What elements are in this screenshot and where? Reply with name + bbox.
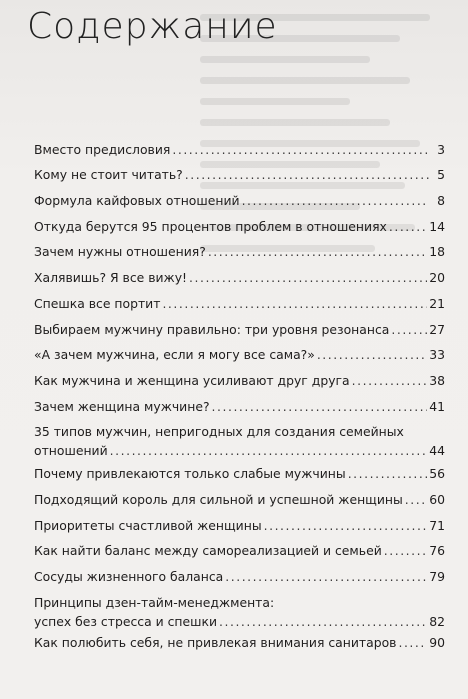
toc-entry-page-number: 18 (429, 244, 445, 259)
toc-entry-row (34, 217, 445, 236)
dot-leader (189, 268, 427, 287)
dot-leader (219, 612, 427, 631)
toc-entry-page-number: 14 (429, 219, 445, 234)
toc-entry (34, 320, 445, 339)
dot-leader (352, 371, 428, 390)
toc-entry (34, 516, 445, 535)
toc-entry-title-line1: Принципы дзен-тайм-менеджмента: (34, 595, 275, 610)
toc-entry (34, 294, 445, 313)
dot-leader (110, 441, 428, 460)
toc-entry (34, 567, 445, 586)
toc-entry-page-number: 38 (429, 373, 445, 388)
toc-entry-title: Халявишь? Я все вижу! (34, 270, 188, 285)
toc-entry-page-number: 5 (437, 167, 445, 182)
toc-entry-title: Зачем нужны отношения? (34, 244, 206, 259)
toc-entry-page-number: 60 (429, 492, 445, 507)
toc-entry-title: отношений (34, 443, 108, 458)
dot-leader (317, 345, 427, 364)
toc-entry-page-number: 71 (429, 518, 445, 533)
toc-entry-title: Как найти баланс между самореализацией и семьей (34, 543, 382, 558)
toc-entry-title: Кому не стоит читать? (34, 167, 183, 182)
toc-entry-title: Зачем женщина мужчине? (34, 399, 210, 414)
toc-entry-title: Подходящий король для сильной и успешной женщины (34, 492, 403, 507)
dot-leader (162, 294, 427, 313)
toc-entry-page-number: 82 (429, 614, 445, 629)
dot-leader (391, 320, 427, 339)
dot-leader (225, 567, 427, 586)
toc-entry-row (34, 633, 445, 652)
toc-entry-title: Выбираем мужчину правильно: три уровня резонанса (34, 322, 390, 337)
toc-entry (34, 422, 445, 460)
toc-entry-row (34, 165, 445, 184)
dot-leader (405, 490, 427, 509)
toc-entry (34, 464, 445, 483)
toc-entry-title: Сосуды жизненного баланса (34, 569, 224, 584)
toc-entry-title: Почему привлекаются только слабые мужчины (34, 466, 346, 481)
dot-leader (172, 140, 429, 159)
toc-entry-title-line1: 35 типов мужчин, непригодных для создания семейных (34, 424, 404, 439)
toc-entry-title: Формула кайфовых отношений (34, 193, 240, 208)
toc-entry (34, 191, 445, 210)
toc-entry-page-number: 3 (437, 142, 445, 157)
toc-entry (34, 140, 445, 159)
toc-entry-row (34, 140, 445, 159)
toc-entry-page-number: 27 (429, 322, 445, 337)
toc-entry (34, 593, 445, 631)
toc-entry-page-number: 21 (429, 296, 445, 311)
toc-entry-row (34, 294, 445, 313)
toc-entry-page-number: 79 (429, 569, 445, 584)
toc-entry-page-number: 76 (429, 543, 445, 558)
toc-entry-page-number: 20 (429, 270, 445, 285)
toc-entry-row (34, 541, 445, 560)
toc-entry (34, 165, 445, 184)
toc-entry-title: Как мужчина и женщина усиливают друг друга (34, 373, 350, 388)
toc-entry (34, 242, 445, 261)
toc-entry-title: Приоритеты счастливой женщины (34, 518, 262, 533)
toc-entry-row (34, 242, 445, 261)
page-title: Содержание (27, 6, 278, 47)
dot-leader (348, 464, 428, 483)
dot-leader (384, 541, 427, 560)
toc-entry-page-number: 8 (437, 193, 445, 208)
toc-entry (34, 217, 445, 236)
toc-entry-title: Как полюбить себя, не привлекая внимания санитаров (34, 635, 397, 650)
toc-entry-title: «А зачем мужчина, если я могу все сама?» (34, 347, 315, 362)
toc-entry-row (34, 268, 445, 287)
toc-entry-row (34, 191, 445, 210)
toc-entry-row (34, 320, 445, 339)
toc-entry-page-number: 56 (429, 466, 445, 481)
toc-entry-row (34, 567, 445, 586)
toc-entry (34, 541, 445, 560)
toc-entry-row (34, 397, 445, 416)
dot-leader (264, 516, 428, 535)
toc-entry-title: Вместо предисловия (34, 142, 171, 157)
toc-entry-title: Откуда берутся 95 процентов проблем в отношениях (34, 219, 387, 234)
toc-entry (34, 268, 445, 287)
toc-entry-row (34, 345, 445, 364)
toc-entry (34, 397, 445, 416)
toc-entry-page-number: 44 (429, 443, 445, 458)
toc-entry (34, 490, 445, 509)
dot-leader (208, 242, 427, 261)
toc-entry-row (34, 490, 445, 509)
toc-entry (34, 345, 445, 364)
toc-entry-page-number: 90 (429, 635, 445, 650)
toc-entry (34, 633, 445, 652)
toc-entry-row (34, 464, 445, 483)
toc-entry (34, 371, 445, 390)
dot-leader (398, 633, 427, 652)
dot-leader (242, 191, 429, 210)
dot-leader (185, 165, 429, 184)
dot-leader (389, 217, 427, 236)
toc-entry-row (34, 612, 445, 631)
toc-entry-title: Спешка все портит (34, 296, 161, 311)
toc-entry-row (34, 441, 445, 460)
toc-entry-title: успех без стресса и спешки (34, 614, 218, 629)
toc-entry-row (34, 516, 445, 535)
toc-entry-page-number: 33 (429, 347, 445, 362)
toc-entry-page-number: 41 (429, 399, 445, 414)
toc-entry-row (34, 371, 445, 390)
dot-leader (212, 397, 428, 416)
